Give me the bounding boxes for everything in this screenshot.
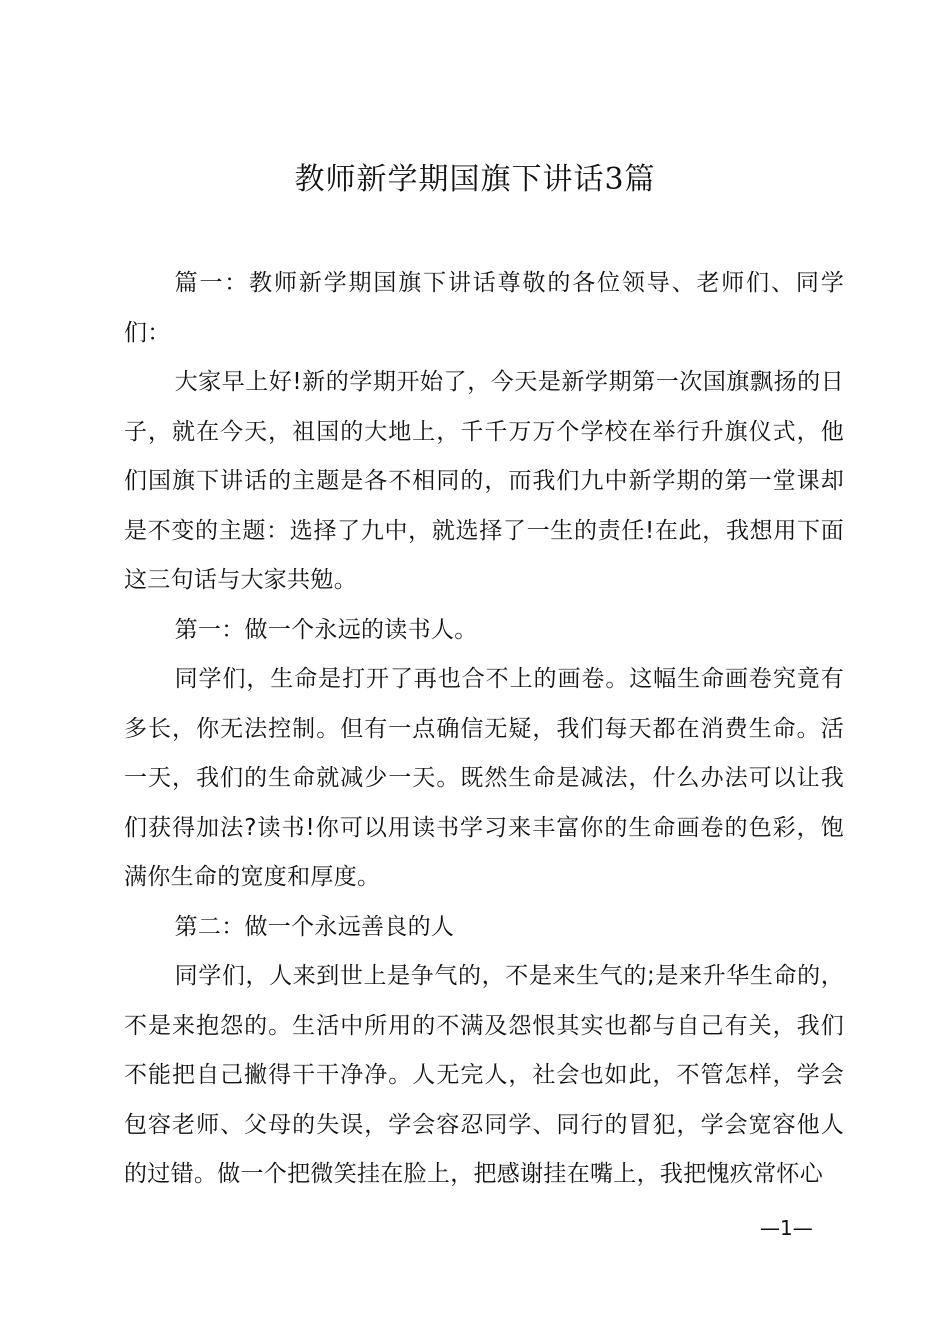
page-number: —1—	[760, 1216, 813, 1240]
paragraph-point-two-heading: 第二：做一个永远善良的人	[174, 913, 455, 940]
paragraph-point-two-body: 同学们，人来到世上是争气的，不是来生气的;是来升华生命的，不是来抱怨的。生活中所用的不满及怨恨其实也都与自己有关，我们不能把自己撇得干干净净。人无完人，社会也如此，不管怎样，学会包容老师、父母的失误，学会容忍同学、同行的冒犯，学会宽容他人的过错。做一个把微笑挂在脸上，把感谢挂在嘴上，我把愧疚常怀心	[124, 963, 844, 1187]
paragraph-greeting: 大家早上好!新的学期开始了，今天是新学期第一次国旗飘扬的日子，就在今天，祖国的大地上，千千万万个学校在举行升旗仪式，他们国旗下讲话的主题是各不相同的，而我们九中新学期的第一堂课却是不变的主题：选择了九中，就选择了一生的责任!在此，我想用下面这三句话与大家共勉。	[124, 369, 844, 593]
paragraph-point-one-body: 同学们，生命是打开了再也合不上的画卷。这幅生命画卷究竟有多长，你无法控制。但有一点确信无疑，我们每天都在消费生命。活一天，我们的生命就减少一天。既然生命是减法，什么办法可以让我们获得加法?读书!你可以用读书学习来丰富你的生命画卷的色彩，饱满你生命的宽度和厚度。	[124, 666, 844, 890]
paragraph-heading-part-one: 篇一：教师新学期国旗下讲话尊敬的各位领导、老师们、同学们：	[124, 270, 844, 346]
document-body	[124, 259, 844, 1200]
document-title: 教师新学期国旗下讲话3篇	[294, 162, 656, 197]
paragraph-point-one-heading: 第一：做一个永远的读书人。	[174, 616, 478, 643]
